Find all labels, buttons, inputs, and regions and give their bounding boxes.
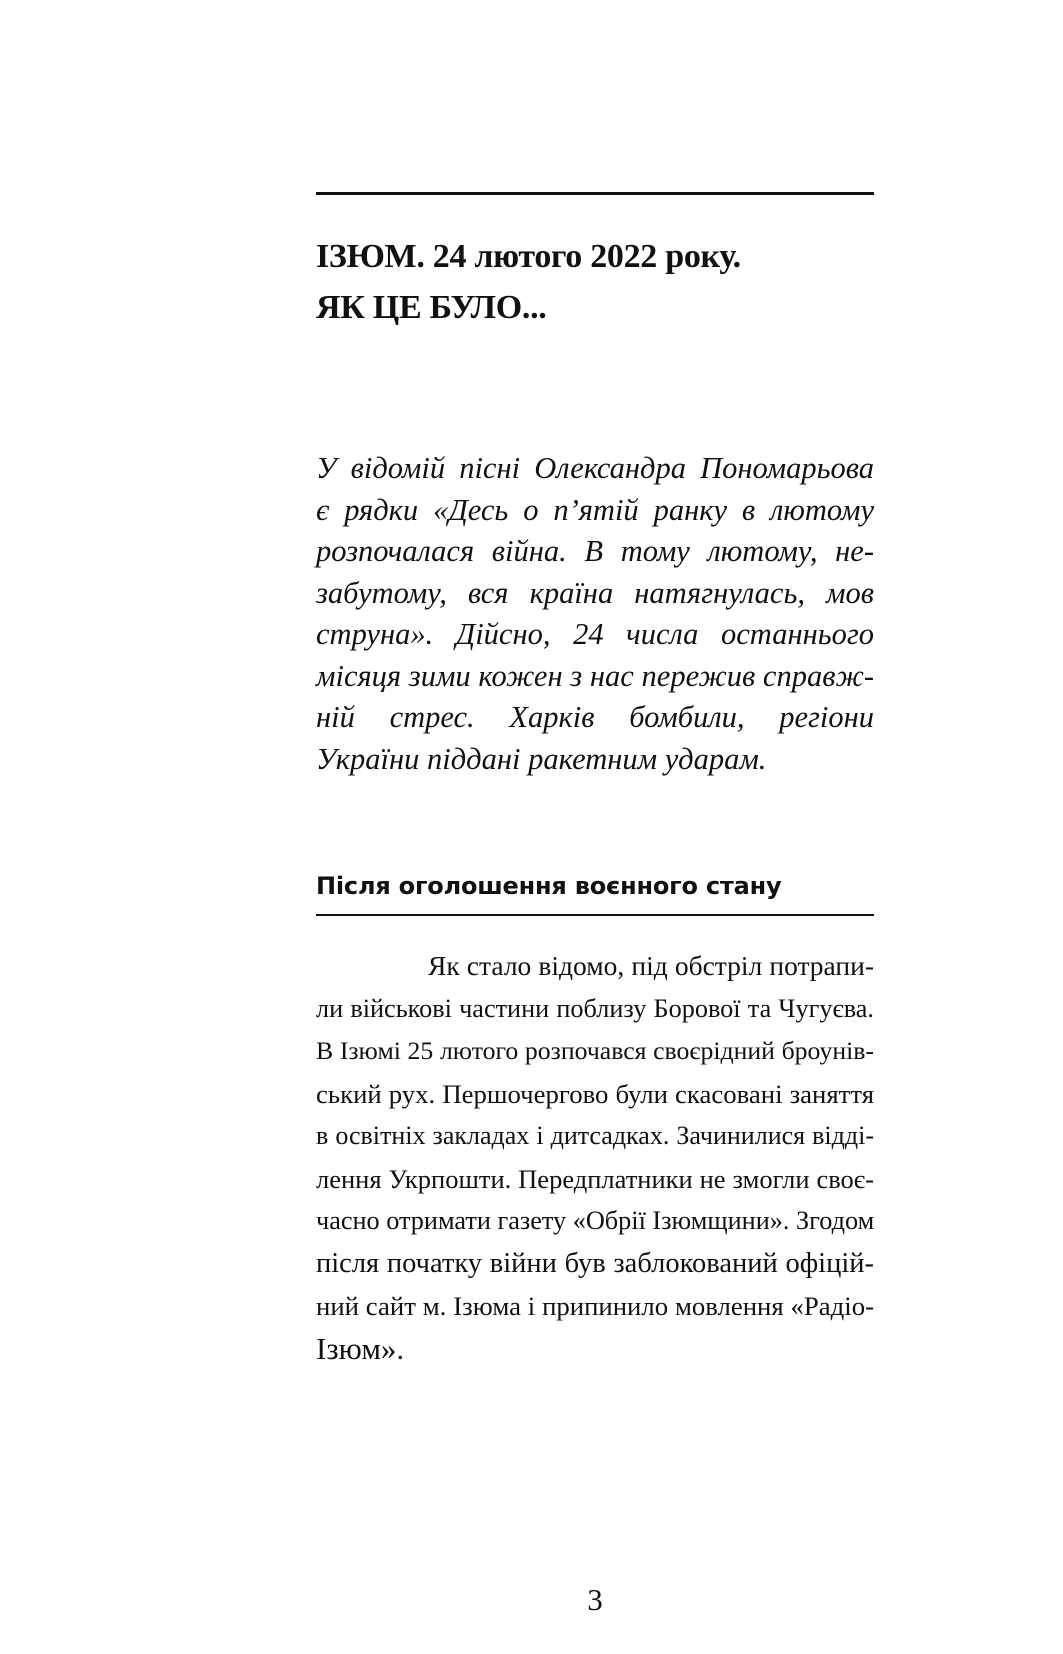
paragraph-line: ли військові частини поблизу Борової та Чугуєва.	[316, 993, 874, 1023]
section-heading-rule	[316, 914, 874, 916]
section-heading: Після оголошення воєнного стану	[316, 872, 782, 900]
epigraph-line: розпочалася війна. В тому лютому, не-	[316, 534, 874, 568]
chapter-title	[316, 231, 874, 333]
paragraph-line: часно отримати газету «Обрії Ізюмщини». Згодом	[316, 1206, 875, 1235]
paragraph-line	[316, 945, 874, 988]
paragraph-line: В Ізюмі 25 лютого розпочався своєрідний броунів-	[316, 1036, 874, 1065]
paragraph-line: після початку війни був заблокований офіцій-	[316, 1247, 874, 1279]
epigraph-line: забутому, вся країна натягнулась, мов	[316, 575, 874, 610]
chapter-top-rule	[316, 192, 874, 195]
epigraph-line: місяця зими кожен з нас пережив справж-	[316, 658, 874, 693]
paragraph-line: Ізюм».	[316, 1330, 405, 1366]
paragraph-line: ський рух. Першочергово були скасовані заняття	[316, 1078, 874, 1109]
paragraph-line: ний сайт м. Ізюма і припинило мовлення «Радіо-	[316, 1291, 874, 1321]
chapter-title-line-1: ІЗЮМ. 24 лютого 2022 року.	[316, 238, 741, 275]
paragraph-line: в освітніх закладах і дитсадках. Зачинилися відді-	[316, 1121, 874, 1150]
epigraph-line: ній стрес. Харків бомбили, регіони	[316, 700, 874, 734]
paragraph-line: лення Укрпошти. Передплатники не змогли своє-	[316, 1163, 874, 1194]
paragraph-line-text: Як стало відомо, під обстріл потрапи-	[428, 950, 874, 981]
chapter-title-line-2: ЯК ЦЕ БУЛО...	[316, 289, 547, 326]
epigraph	[316, 448, 874, 780]
epigraph-line: України піддані ракетним ударам.	[316, 741, 767, 776]
body-paragraph	[316, 945, 874, 1370]
epigraph-line: є рядки «Десь о п’ятій ранку в лютому	[316, 492, 874, 527]
epigraph-line: струна». Дійсно, 24 числа останнього	[316, 617, 874, 651]
epigraph-line: У відомій пісні Олександра Пономарьова	[316, 451, 874, 485]
page-number: 3	[587, 1582, 603, 1617]
book-page	[316, 0, 874, 1654]
